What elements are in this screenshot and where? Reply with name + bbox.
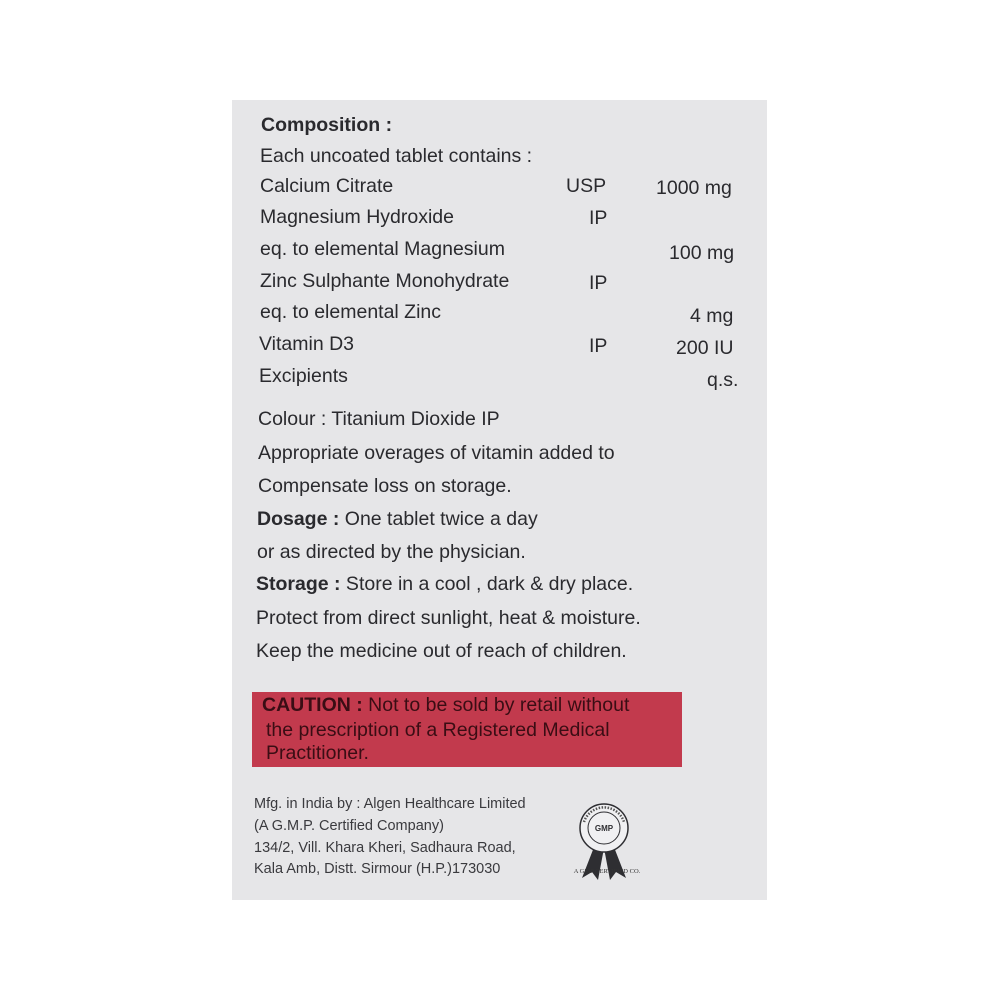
- ingredient-name: Excipients: [259, 365, 348, 387]
- caution-line-2: the prescription of a Registered Medical: [266, 719, 610, 741]
- manufacturer-line-3: 134/2, Vill. Khara Kheri, Sadhaura Road,: [254, 840, 516, 856]
- ingredient-name: eq. to elemental Zinc: [260, 301, 442, 323]
- ingredient-name: Calcium Citrate: [260, 175, 394, 197]
- colour-line: Colour : Titanium Dioxide IP: [258, 408, 500, 430]
- gmp-center-text: GMP: [594, 824, 614, 833]
- caution-line-3: Practitioner.: [266, 742, 369, 764]
- storage-label: Storage :: [256, 573, 341, 595]
- caution-box: [252, 692, 682, 767]
- storage-text: Store in a cool , dark & dry place.: [340, 573, 634, 595]
- manufacturer-line-4: Kala Amb, Distt. Sirmour (H.P.)173030: [254, 861, 501, 877]
- ingredient-standard: IP: [589, 207, 608, 229]
- ingredient-quantity: 4 mg: [690, 305, 734, 327]
- caution-label: CAUTION :: [262, 694, 363, 716]
- manufacturer-line-1: Mfg. in India by : Algen Healthcare Limited: [254, 796, 526, 812]
- manufacturer-line-2: (A G.M.P. Certified Company): [254, 818, 444, 834]
- ingredient-standard: IP: [589, 335, 608, 357]
- storage-line-1: [256, 575, 633, 595]
- ingredient-standard: IP: [589, 272, 608, 294]
- dosage-line-2: or as directed by the physician.: [257, 541, 526, 563]
- caution-text: Not to be sold by retail without: [362, 694, 630, 716]
- ingredient-quantity: 100 mg: [669, 242, 735, 264]
- ingredient-quantity: q.s.: [707, 369, 739, 391]
- dosage-text: One tablet twice a day: [339, 508, 538, 530]
- ingredient-name: Zinc Sulphante Monohydrate: [260, 270, 510, 292]
- storage-line-2: Protect from direct sunlight, heat & moisture.: [256, 607, 641, 629]
- gmp-caption: A GMP CERTIFIED CO.: [573, 868, 641, 875]
- ingredient-quantity: 200 IU: [676, 337, 734, 359]
- ingredient-name: eq. to elemental Magnesium: [260, 238, 505, 260]
- caution-line-1: [262, 696, 629, 716]
- label-panel: [232, 100, 767, 900]
- ingredient-name: Magnesium Hydroxide: [260, 206, 455, 228]
- ingredient-name: Vitamin D3: [259, 333, 355, 355]
- ingredient-standard: USP: [566, 175, 607, 197]
- dosage-label: Dosage :: [257, 508, 340, 530]
- storage-line-3: Keep the medicine out of reach of children.: [256, 640, 627, 662]
- composition-heading: Composition :: [261, 114, 393, 136]
- ingredient-quantity: 1000 mg: [656, 177, 732, 199]
- overages-line-2: Compensate loss on storage.: [258, 475, 512, 497]
- overages-line-1: Appropriate overages of vitamin added to: [258, 442, 615, 464]
- composition-intro: Each uncoated tablet contains :: [260, 145, 533, 167]
- dosage-line-1: [257, 510, 538, 530]
